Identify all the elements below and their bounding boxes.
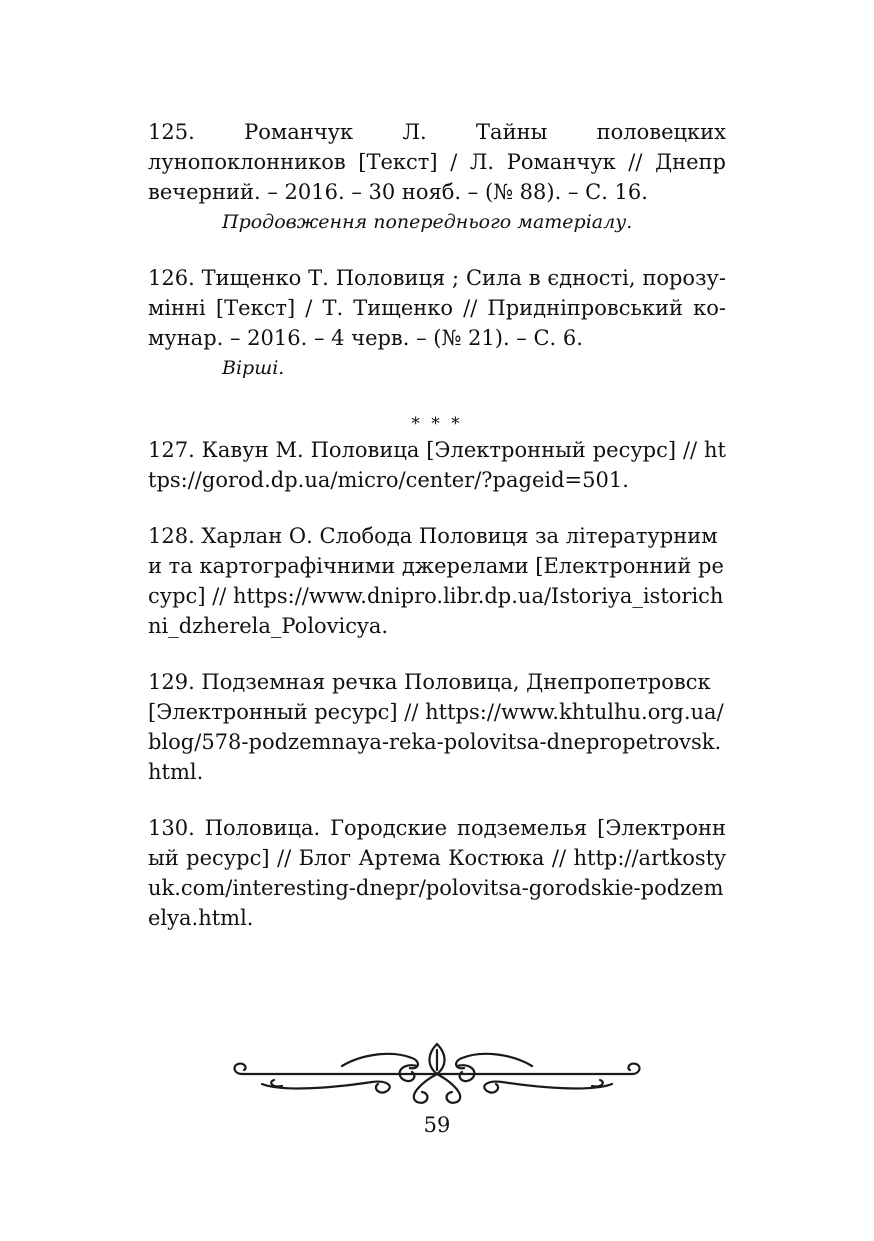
entry-annotation: Продовження попереднього матеріалу. bbox=[222, 211, 633, 233]
section-separator: * * * bbox=[411, 414, 463, 434]
decorative-flourish-icon bbox=[222, 1036, 652, 1116]
entry-text: 126. Тищенко Т. Половиця ; Сила в єдності, порозумінні [Текст] / Т. Тищенко // Придніпровський комунар. – 2016. – 4 черв. – (№ 21). – С. 6. bbox=[148, 266, 726, 350]
entry-text: 130. Половица. Городские подземелья [Электронный ресурс] // Блог Артема Костюка // http://artkostyuk.com/interesting-dnepr/polovitsa-gorodskie-podzemelya.html. bbox=[148, 816, 726, 930]
bibliography-entry bbox=[148, 667, 726, 787]
bibliography-entry bbox=[148, 521, 726, 641]
entry-text: 128. Харлан О. Слобода Половиця за літературними та картографічними джерелами [Електронний ресурс] // https://www.dnipro.libr.dp.ua/Istoriya_istorichni_dzherela_Polovicya. bbox=[148, 524, 724, 638]
entry-text: 129. Подземная речка Половица, Днепропетровск [Электронный ресурс] // https://www.khtulhu.org.ua/blog/578-podzemnaya-reka-polovitsa-dnepropetrovsk.html. bbox=[148, 670, 724, 784]
bibliography-entry bbox=[148, 813, 726, 933]
bibliography-entry bbox=[148, 117, 726, 237]
entry-text: 127. Кавун М. Половица [Электронный ресурс] // https://gorod.dp.ua/micro/center/?pageid=501. bbox=[148, 438, 726, 492]
bibliography-entry bbox=[148, 263, 726, 383]
entry-annotation: Вірші. bbox=[222, 357, 285, 379]
bibliography-entry bbox=[148, 435, 726, 495]
bibliography-list bbox=[148, 117, 726, 933]
page-number: 59 bbox=[423, 1113, 451, 1137]
entry-text: 125. Романчук Л. Тайны половецких лунопоклонников [Текст] / Л. Романчук // Днепр вечерний. – 2016. – 30 нояб. – (№ 88). – С. 16. bbox=[148, 120, 726, 204]
